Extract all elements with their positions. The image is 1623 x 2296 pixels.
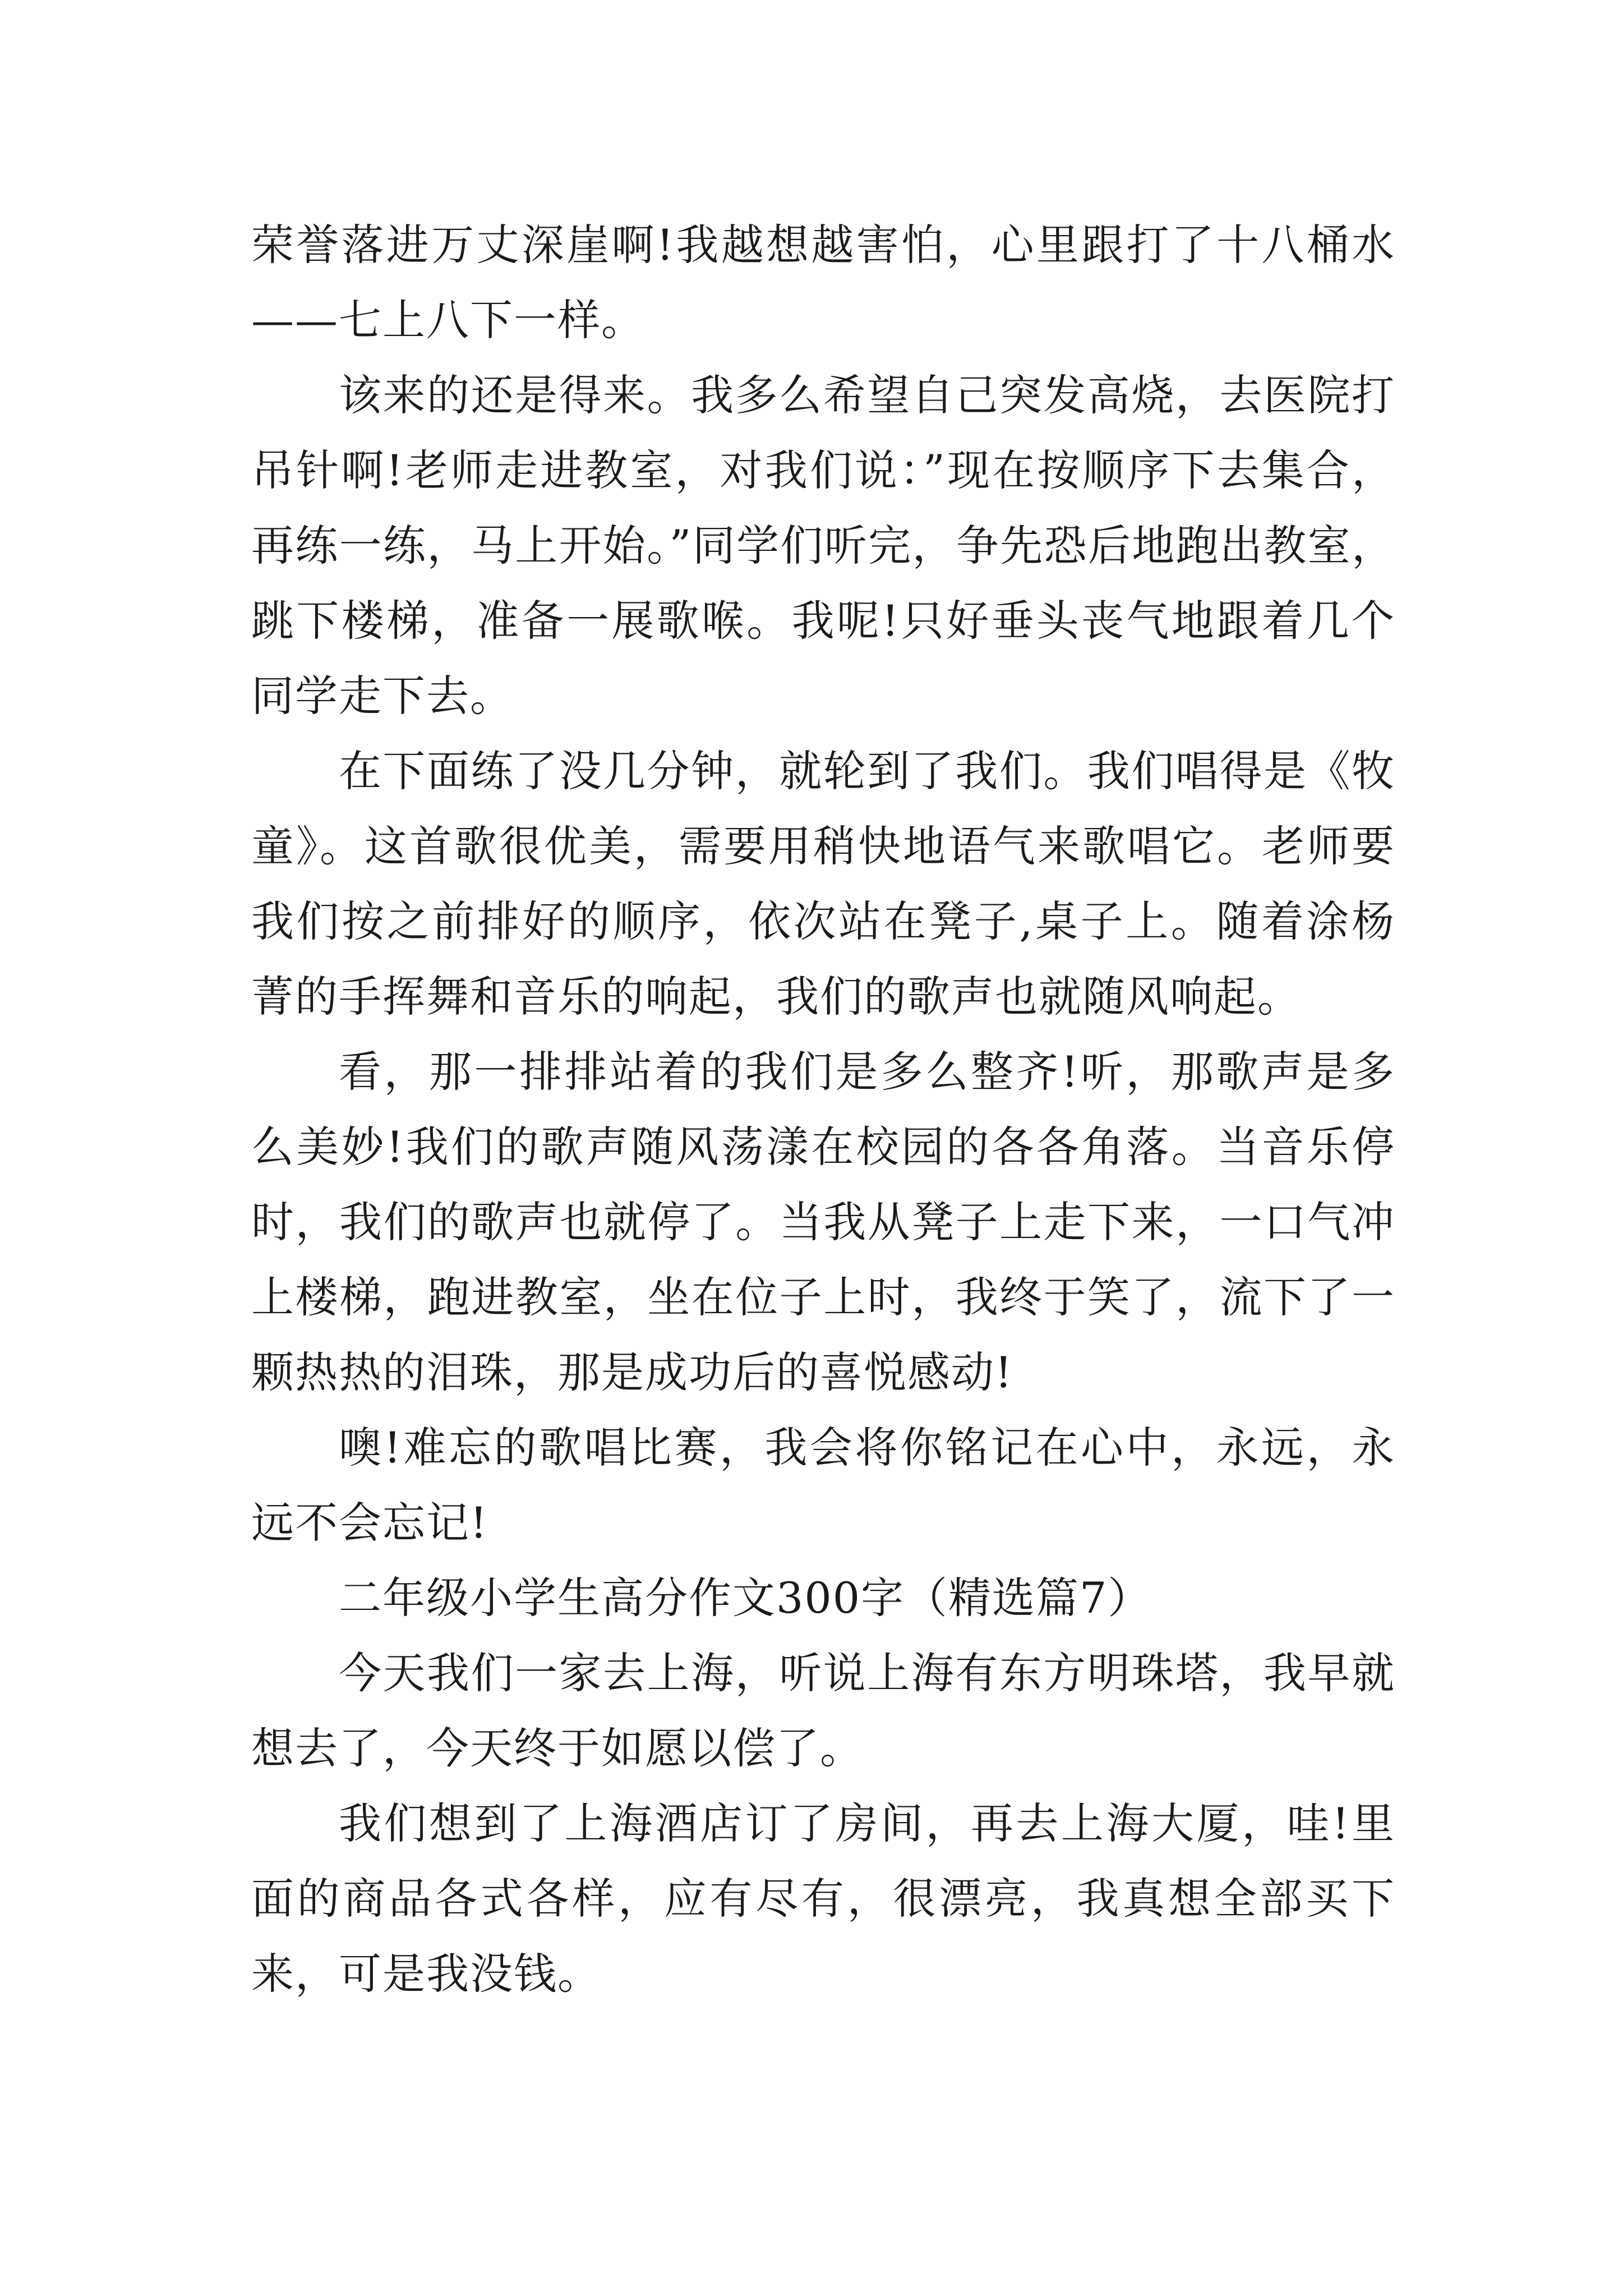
paragraph-conclusion: 噢!难忘的歌唱比赛，我会将你铭记在心中，永远，永远不会忘记! bbox=[251, 1423, 1395, 1548]
paragraph-continuation: 荣誉落进万丈深崖啊!我越想越害怕，心里跟打了十八桶水——七上八下一样。 bbox=[251, 220, 1395, 345]
section-heading: 二年级小学生高分作文300字（精选篇7） bbox=[339, 1573, 1152, 1623]
paragraph-singing: 在下面练了没几分钟，就轮到了我们。我们唱得是《牧童》。这首歌很优美，需要用稍快地语气来歌唱它。老师要我们按之前排好的顺序，依次站在凳子,桌子上。随着涂杨菁的手挥舞和音乐的响起，我们的歌声也就随风响起。 bbox=[251, 746, 1395, 1022]
paragraph-shanghai-intro: 今天我们一家去上海，听说上海有东方明珠塔，我早就想去了，今天终于如愿以偿了。 bbox=[251, 1648, 1395, 1773]
paragraph-performance: 看，那一排排站着的我们是多么整齐!听，那歌声是多么美妙!我们的歌声随风荡漾在校园的各各角落。当音乐停时，我们的歌声也就停了。当我从凳子上走下来，一口气冲上楼梯，跑进教室，坐在位子上时，我终于笑了，流下了一颗热热的泪珠，那是成功后的喜悦感动! bbox=[251, 1047, 1395, 1397]
paragraph-gathering: 该来的还是得来。我多么希望自己突发高烧，去医院打吊针啊!老师走进教室，对我们说：”现在按顺序下去集合，再练一练，马上开始。”同学们听完，争先恐后地跑出教室，跳下楼梯，准备一展歌喉。我呢!只好垂头丧气地跟着几个同学走下去。 bbox=[251, 370, 1395, 721]
paragraph-shanghai-shopping: 我们想到了上海酒店订了房间，再去上海大厦，哇!里面的商品各式各样，应有尽有，很漂亮，我真想全部买下来，可是我没钱。 bbox=[251, 1798, 1395, 1999]
article-body bbox=[251, 208, 1395, 2012]
